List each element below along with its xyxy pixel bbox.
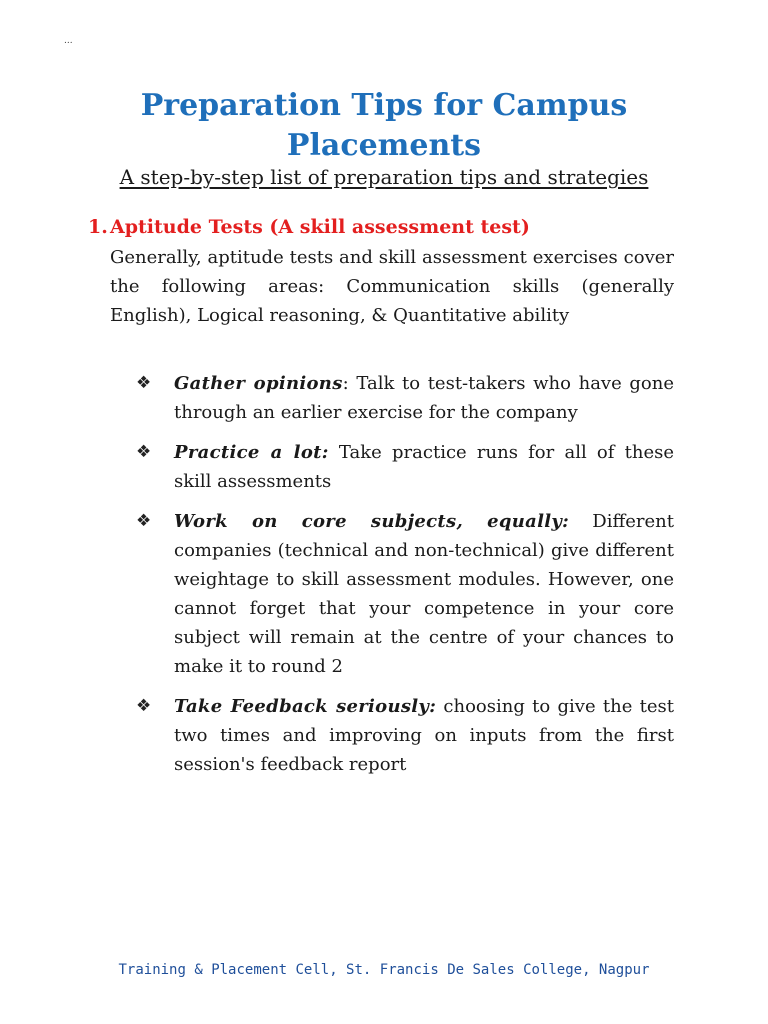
diamond-bullet-icon: ❖	[136, 696, 152, 716]
section-heading-text: Aptitude Tests (A skill assessment test)	[110, 216, 530, 238]
diamond-bullet-icon: ❖	[136, 442, 152, 462]
diamond-bullet-icon: ❖	[136, 373, 152, 393]
tip-lead: Take Feedback seriously:	[174, 696, 437, 717]
diamond-bullet-icon: ❖	[136, 511, 152, 531]
corner-mark: ...	[64, 36, 73, 46]
section-heading	[88, 213, 530, 241]
page-title: Preparation Tips for Campus Placements	[140, 88, 628, 163]
page-footer: Training & Placement Cell, St. Francis De Sales College, Nagpur	[118, 962, 650, 978]
tips-list	[110, 369, 674, 790]
tip-text: Different companies (technical and non-technical) give different weightage to skill assessment modules. However, one cannot forget that your competence in your core subject will remain at the centre of your chances to make it to round 2	[174, 511, 674, 677]
tip-item	[110, 369, 674, 427]
tip-separator: :	[342, 373, 349, 394]
tip-text: Talk to test-takers who have gone through an earlier exercise for the company	[174, 373, 674, 423]
section-body: Generally, aptitude tests and skill assessment exercises cover the following areas: Communication skills (generally English), Logical reasoning, & Quantitative ability	[110, 247, 674, 326]
tip-text: choosing to give the test two times and improving on inputs from the first session's feedback report	[174, 696, 674, 775]
tip-text: Take practice runs for all of these skill assessments	[174, 442, 674, 492]
page-subtitle: A step-by-step list of preparation tips and strategies	[119, 165, 649, 189]
tip-lead: Work on core subjects, equally:	[174, 511, 570, 532]
tip-lead: Gather opinions	[174, 373, 343, 394]
tip-item	[110, 692, 674, 779]
tip-lead: Practice a lot:	[174, 442, 329, 463]
tip-item	[110, 438, 674, 496]
section-number: 1.	[88, 216, 108, 238]
tip-item	[110, 507, 674, 681]
